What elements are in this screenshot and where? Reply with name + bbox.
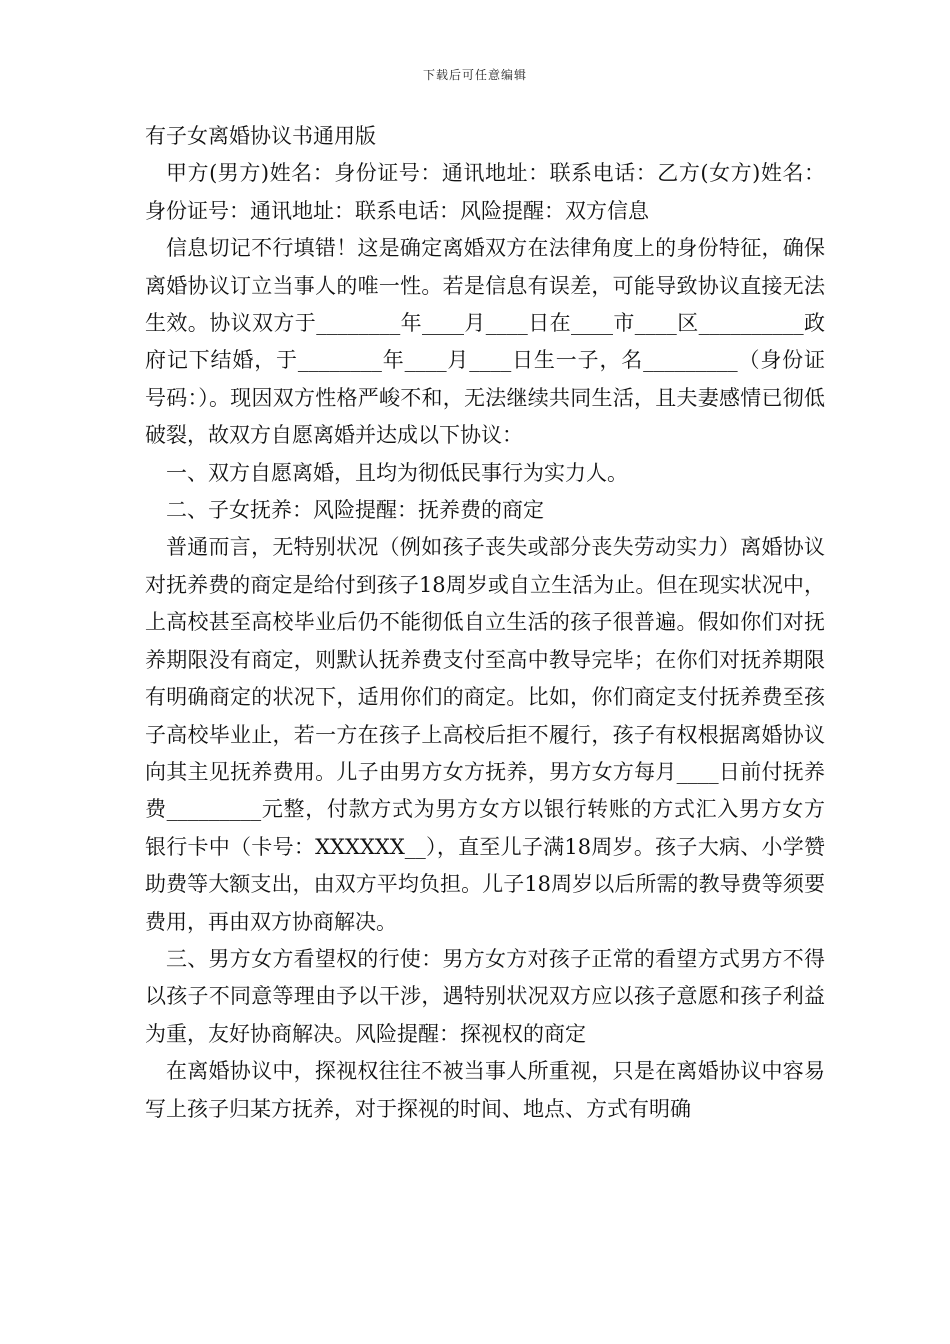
paragraph-child-support: 普通而言，无特别状况（例如孩子丧失或部分丧失劳动实力）离婚协议对抚养费的商定是给付到孩子18周岁或自立生活为止。但在现实状况中，上高校甚至高校毕业后仍不能彻低自立生活的孩子很普遍。假如你们对抚养期限没有商定，则默认抚养费支付至高中教导完毕；在你们对抚养期限有明确商定的状况下，适用你们的商定。比如，你们商定支付抚养费至孩子高校毕业止，若一方在孩子上高校后拒不履行，孩子有权根据离婚协议向其主见抚养费用。儿子由男方女方抚养，男方女方每月____日前付抚养费_________元整，付款方式为男方女方以银行转账的方式汇入男方女方银行卡中（卡号：XXXXXX__），直至儿子满18周岁。孩子大病、小学赞助费等大额支出，由双方平均负担。儿子18周岁以后所需的教导费等须要费用，再由双方协商解决。 (145, 535, 825, 934)
page-header: 下载后可任意编辑 (422, 68, 527, 82)
document-body (145, 118, 825, 1128)
paragraph-clause-3: 三、男方女方看望权的行使：男方女方对孩子正常的看望方式男方不得以孩子不同意等理由予以干涉，遇特别状况双方应以孩子意愿和孩子利益为重，友好协商解决。风险提醒：探视权的商定 (145, 946, 825, 1046)
paragraph-clause-1: 一、双方自愿离婚，且均为彻低民事行为实力人。 (166, 460, 628, 485)
document-title: 有子女离婚协议书通用版 (145, 124, 376, 148)
paragraph-marriage-info: 信息切记不行填错！这是确定离婚双方在法律角度上的身份特征，确保离婚协议订立当事人的唯一性。若是信息有误差，可能导致协议直接无法生效。协议双方于________年____月____日在____市____区__________政府记下结婚，于________年____月____日生一子，名_________（身份证号码：）。现因双方性格严峻不和，无法继续共同生活，且夫妻感情已彻低破裂，故双方自愿离婚并达成以下协议： (145, 236, 825, 448)
paragraph-party-info: 甲方(男方)姓名：身份证号：通讯地址：联系电话：乙方(女方)姓名：身份证号：通讯地址：联系电话：风险提醒：双方信息 (145, 161, 825, 223)
paragraph-visitation: 在离婚协议中，探视权往往不被当事人所重视，只是在离婚协议中容易写上孩子归某方抚养，对于探视的时间、地点、方式有明确 (145, 1059, 825, 1121)
paragraph-clause-2: 二、子女抚养：风险提醒：抚养费的商定 (166, 498, 544, 523)
